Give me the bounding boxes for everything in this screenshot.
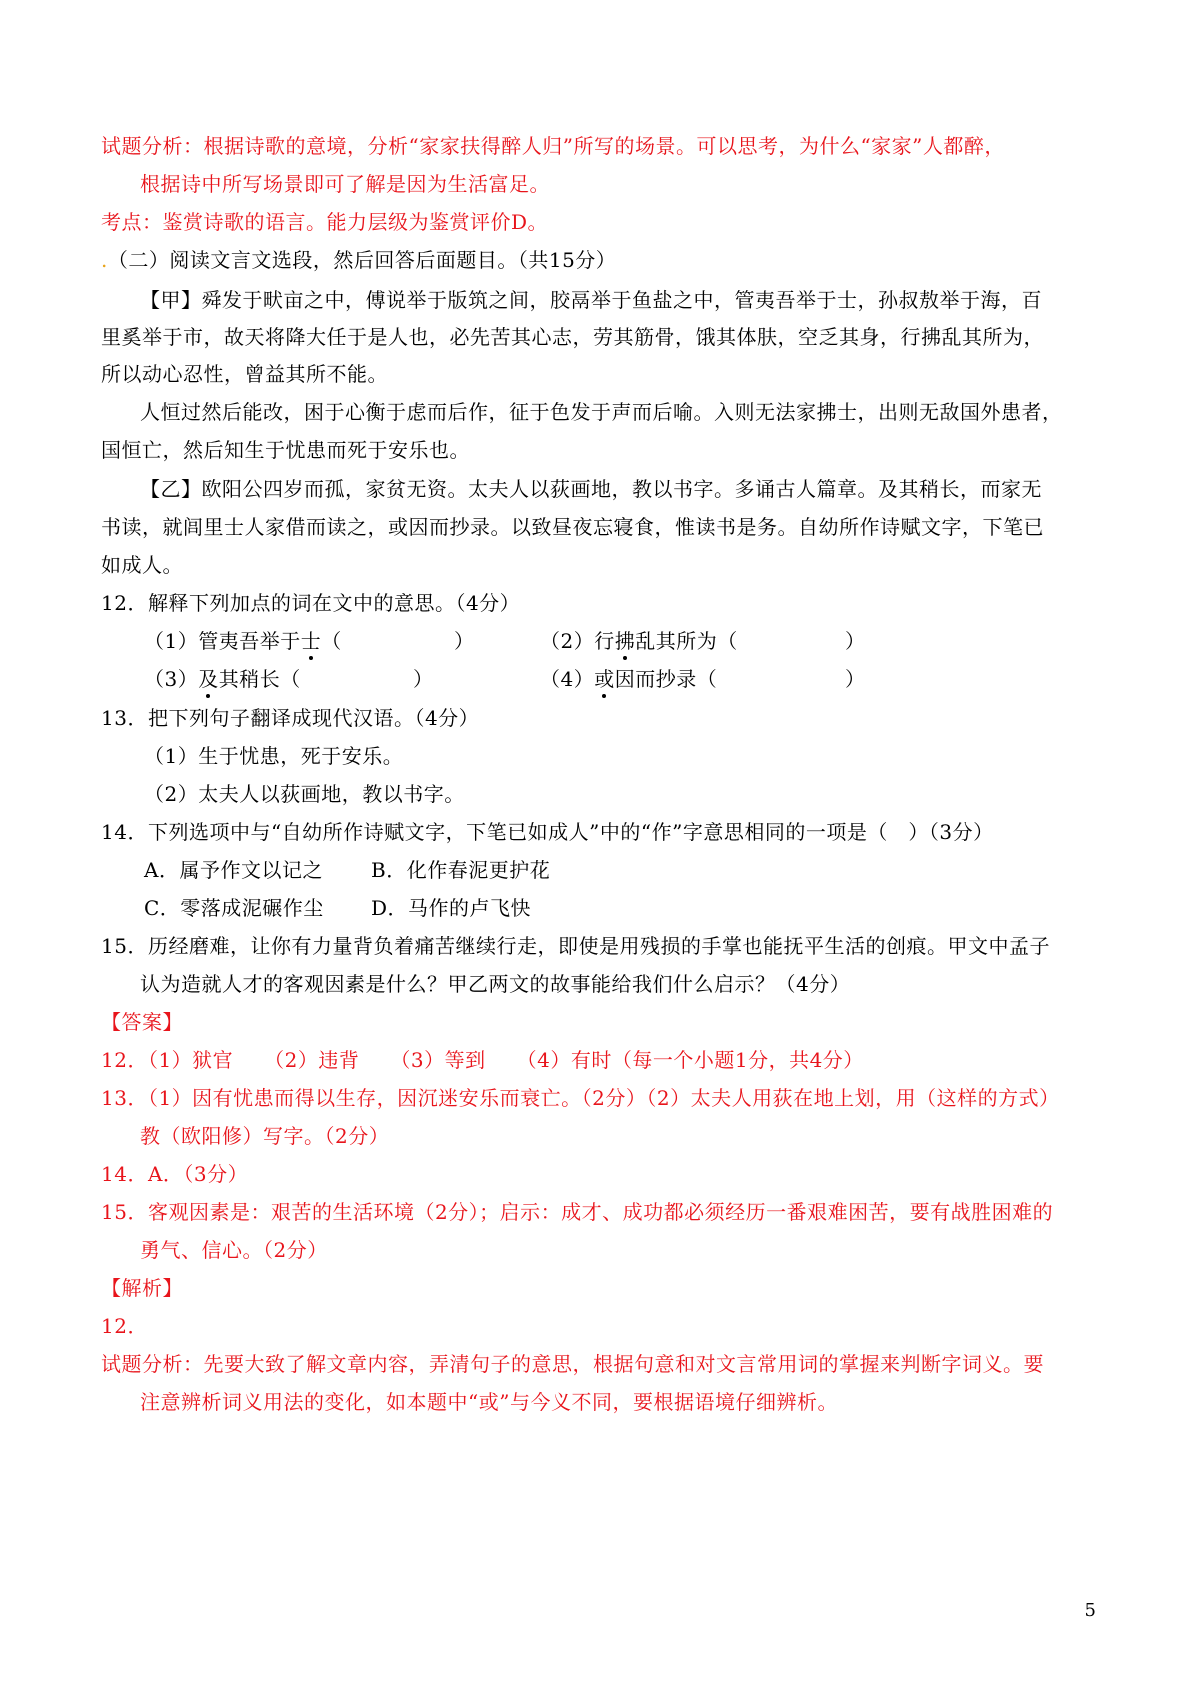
question-12-1: （1）管夷吾举于士（: [144, 629, 342, 653]
question-15: 15．历经磨难，让你有力量背负着痛苦继续行走，即使是用残损的手掌也能抚平生活的创痕。甲文中孟子: [101, 934, 1050, 958]
passage-line: 所以动心忍性，曾益其所不能。: [101, 362, 388, 386]
question-12: 12．解释下列加点的词在文中的意思。（4分）: [101, 591, 521, 615]
question-14: 14．下列选项中与“自幼所作诗赋文字，下笔已如成人”中的“作”字意思相同的一项是（ ）（3分）: [101, 820, 994, 844]
blank-close: ）: [413, 667, 434, 691]
question-15: 认为造就人才的客观因素是什么？甲乙两文的故事能给我们什么启示？（4分）: [140, 972, 851, 996]
passage-line: 如成人。: [101, 553, 183, 577]
analysis-line: 注意辨析词义用法的变化，如本题中“或”与今义不同，要根据语境仔细辨析。: [140, 1390, 838, 1414]
answer-15: 15．客观因素是：艰苦的生活环境（2分）；启示：成才、成功都必须经历一番艰难困苦，要有战胜困难的: [101, 1200, 1054, 1224]
option-d: D．马作的卢飞快: [371, 896, 532, 920]
option-b: B．化作春泥更护花: [371, 858, 551, 882]
dotted-char: 或: [594, 667, 615, 691]
analysis-line: 试题分析：先要大致了解文章内容，弄清句子的意思，根据句意和对文言常用词的掌握来判断字词义。要: [101, 1352, 1044, 1376]
answer-12: 12．（1）狱官 （2）违背 （3）等到 （4）有时（每一个小题1分，共4分）: [101, 1048, 864, 1072]
dotted-char: 拂: [614, 629, 636, 653]
passage-line: 里奚举于市，故天将降大任于是人也，必先苦其心志，劳其筋骨，饿其体肤，空乏其身，行拂乱其所为，: [101, 325, 1044, 349]
dotted-char: 及: [198, 667, 219, 691]
answer-13: 13．（1）因有忧患而得以生存，因沉迷安乐而衰亡。（2分）（2）太夫人用荻在地上划，用（这样的方式）: [101, 1086, 1060, 1110]
question-12-4: （4）或因而抄录（: [540, 667, 718, 691]
option-a: A．属予作文以记之: [144, 858, 323, 882]
answer-13: 教（欧阳修）写字。（2分）: [140, 1124, 390, 1148]
section-title: .（二）阅读文言文选段，然后回答后面题目。（共15分）: [101, 248, 617, 272]
question-13-2: （2）太夫人以荻画地，教以书字。: [144, 782, 465, 806]
blank-close: ）: [454, 629, 475, 653]
answer-15: 勇气、信心。（2分）: [140, 1238, 328, 1262]
bullet-mark-icon: .: [101, 248, 108, 272]
passage-line: 【乙】欧阳公四岁而孤，家贫无资。太夫人以荻画地，教以书字。多诵古人篇章。及其稍长，而家无: [140, 477, 1042, 501]
passage-line: 国恒亡，然后知生于忧患而死于安乐也。: [101, 438, 470, 462]
analysis-line: 根据诗中所写场景即可了解是因为生活富足。: [140, 172, 550, 196]
passage-line: 人恒过然后能改，困于心衡于虑而后作，征于色发于声而后喻。入则无法家拂士，出则无敌国外患者，: [140, 400, 1063, 424]
analysis-line: 试题分析：根据诗歌的意境，分析“家家扶得醉人归”所写的场景。可以思考，为什么“家家”人都醉，: [101, 134, 1005, 158]
answer-14: 14．A．（3分）: [101, 1162, 249, 1186]
dotted-char: 士: [300, 629, 322, 653]
kaodian-line: 考点：鉴赏诗歌的语言。能力层级为鉴赏评价D。: [101, 210, 549, 234]
question-12-3: （3）及其稍长（: [144, 667, 301, 691]
question-13: 13．把下列句子翻译成现代汉语。（4分）: [101, 706, 480, 730]
blank-close: ）: [845, 629, 866, 653]
analysis-heading: 【解析】: [101, 1276, 183, 1300]
page-number: 5: [1084, 1600, 1096, 1621]
passage-line: 书读，就闾里士人家借而读之，或因而抄录。以致昼夜忘寝食，惟读书是务。自幼所作诗赋文字，下笔已: [101, 515, 1044, 539]
analysis-number: 12．: [101, 1314, 148, 1338]
question-12-2: （2）行拂乱其所为（: [540, 629, 738, 653]
blank-close: ）: [845, 667, 866, 691]
passage-line: 【甲】舜发于畎亩之中，傅说举于版筑之间，胶鬲举于鱼盐之中，管夷吾举于士，孙叔敖举于海，百: [140, 288, 1042, 312]
answer-heading: 【答案】: [101, 1010, 183, 1034]
option-c: C．零落成泥碾作尘: [144, 896, 324, 920]
question-13-1: （1）生于忧患，死于安乐。: [144, 744, 404, 768]
